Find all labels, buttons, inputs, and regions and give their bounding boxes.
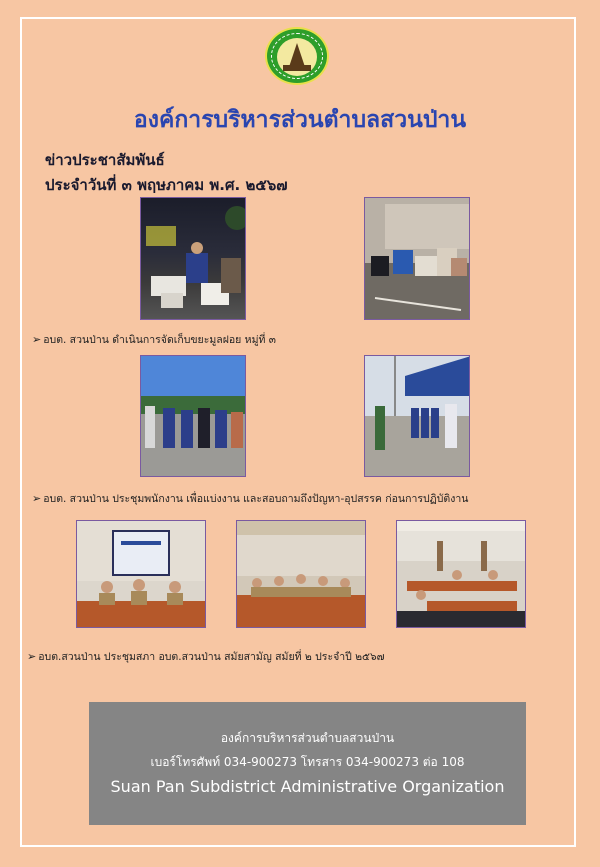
page-title: องค์การบริหารส่วนตำบลสวนป่าน [133, 107, 467, 133]
caption-staff-meeting: อบต. สวนป่าน ประชุมพนักงาน เพื่อแบ่งงาน และสอบถามถึงปัญหา-อุปสรรค ก่อนการปฏิบัติงาน [43, 493, 469, 505]
photo-council-session [236, 520, 366, 628]
caption-council-meeting: อบต.สวนป่าน ประชุมสภา อบต.สวนป่าน สมัยสามัญ สมัยที่ ๒ ประจำปี ๒๕๖๗ [38, 651, 385, 663]
arrow-bullet-icon: ➢ [27, 650, 37, 663]
footer-contact: เบอร์โทรศัพท์ 034-900273 โทรสาร 034-900273 ต่อ 108 [150, 755, 465, 769]
org-seal-icon [265, 27, 329, 85]
footer-english-name: Suan Pan Subdistrict Administrative Organization [110, 777, 505, 796]
photo-staff-meeting-outdoor [364, 355, 470, 477]
photo-staff-lineup [140, 355, 246, 477]
news-label: ข่าวประชาสัมพันธ์ [45, 151, 165, 169]
date-line: ประจำวันที่ ๓ พฤษภาคม พ.ศ. ๒๕๖๗ [45, 176, 288, 194]
caption-garbage-collection: อบต. สวนป่าน ดำเนินการจัดเก็บขยะมูลฝอย หมู่ที่ ๓ [43, 334, 276, 346]
photo-garbage-pile [364, 197, 470, 320]
footer-org-name: องค์การบริหารส่วนตำบลสวนป่าน [220, 731, 395, 745]
contact-footer [89, 702, 526, 825]
photo-council-room [396, 520, 526, 628]
arrow-bullet-icon: ➢ [32, 333, 42, 346]
arrow-bullet-icon: ➢ [32, 492, 42, 505]
photo-council-presentation [76, 520, 206, 628]
photo-garbage-collection-night [140, 197, 246, 320]
